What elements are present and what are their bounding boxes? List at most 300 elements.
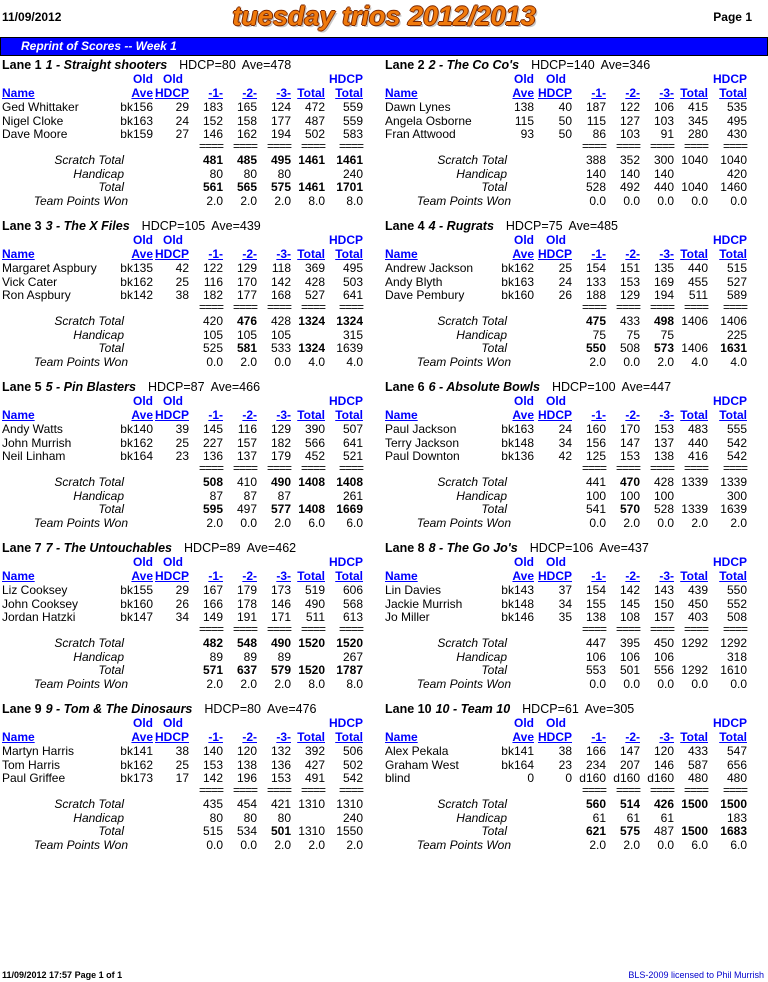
col-hdcp-total: Total bbox=[335, 569, 363, 583]
player-average: bk162 bbox=[120, 757, 153, 772]
player-game-3: 136 bbox=[270, 757, 291, 772]
lane-title bbox=[385, 219, 618, 233]
lane-number: Lane 9 bbox=[2, 702, 42, 716]
player-total: 450 bbox=[687, 596, 708, 611]
player-name: Jo Miller bbox=[385, 610, 430, 624]
col-game-3: -3- bbox=[659, 569, 674, 583]
summary-g3: 80 bbox=[277, 167, 291, 181]
player-game-1: 188 bbox=[585, 288, 606, 302]
summary-htotal: 1701 bbox=[336, 180, 363, 194]
summary-g3: 498 bbox=[653, 314, 674, 328]
separator: ==== bbox=[581, 622, 606, 636]
column-header-row-2 bbox=[385, 731, 755, 744]
summary-g1: 61 bbox=[592, 811, 606, 825]
col-hdcp-total: Total bbox=[719, 730, 747, 744]
col-game-1: -1- bbox=[591, 247, 606, 261]
player-total: 511 bbox=[688, 288, 708, 302]
player-game-1: 182 bbox=[202, 288, 223, 302]
summary-total: 1310 bbox=[298, 797, 325, 811]
summary-g1: 435 bbox=[202, 797, 223, 811]
team-average: Ave=437 bbox=[599, 541, 649, 555]
summary-htotal: 225 bbox=[726, 328, 747, 342]
col-name: Name bbox=[385, 730, 418, 744]
team-average: Ave=346 bbox=[600, 58, 651, 72]
summary-htotal: 1500 bbox=[720, 797, 747, 811]
player-row bbox=[2, 115, 372, 128]
summary-g3: 2.0 bbox=[274, 516, 291, 530]
separator: ==== bbox=[300, 783, 325, 797]
summary-htotal: 0.0 bbox=[730, 677, 747, 691]
separator: ==== bbox=[649, 622, 674, 636]
lane-number: Lane 10 bbox=[385, 702, 432, 716]
player-handicap: 37 bbox=[558, 583, 572, 597]
player-total: 587 bbox=[687, 757, 708, 772]
lane-block bbox=[385, 380, 765, 540]
summary-g3: 487 bbox=[653, 824, 674, 838]
col-hdcp-total-top: HDCP bbox=[328, 233, 363, 247]
separator: ==== bbox=[581, 783, 606, 797]
col-name: Name bbox=[385, 247, 418, 261]
player-handicap-total: 613 bbox=[342, 610, 363, 624]
scratch-total-row bbox=[385, 476, 755, 489]
summary-g2: 2.0 bbox=[240, 355, 257, 369]
summary-htotal: 4.0 bbox=[730, 355, 747, 369]
player-game-1: 154 bbox=[585, 583, 606, 597]
team-name: 10 - Team 10 bbox=[435, 702, 511, 716]
player-game-2: 207 bbox=[619, 757, 640, 772]
lane-title bbox=[2, 541, 296, 555]
separator: ==== bbox=[198, 139, 223, 153]
player-average: bk155 bbox=[120, 583, 153, 597]
player-game-2: 127 bbox=[619, 113, 640, 128]
col-game-3: -3- bbox=[276, 86, 291, 100]
col-game-1: -1- bbox=[208, 408, 223, 422]
player-game-2: 145 bbox=[619, 596, 640, 611]
player-average: bk142 bbox=[120, 288, 153, 302]
summary-label: Scratch Total bbox=[437, 636, 507, 650]
summary-g1: 420 bbox=[202, 314, 223, 328]
separator: ==== bbox=[615, 783, 640, 797]
col-game-1: -1- bbox=[591, 569, 606, 583]
summary-label: Total bbox=[98, 663, 124, 677]
summary-label: Total bbox=[481, 502, 507, 516]
col-ave: Ave bbox=[512, 86, 534, 100]
summary-g2: 581 bbox=[236, 341, 257, 355]
col-old-ave: Old bbox=[514, 233, 534, 247]
player-name: John Murrish bbox=[2, 435, 72, 450]
player-handicap-total: 527 bbox=[726, 274, 747, 289]
scratch-total-row bbox=[385, 637, 755, 650]
col-game-3: -3- bbox=[276, 730, 291, 744]
separator: ==== bbox=[722, 300, 747, 314]
summary-total: 6.0 bbox=[308, 516, 325, 530]
summary-g1: 541 bbox=[585, 502, 606, 516]
player-row bbox=[2, 759, 372, 772]
lane-number: Lane 7 bbox=[2, 541, 42, 555]
col-hdcp-total-top: HDCP bbox=[328, 716, 363, 730]
summary-g3: 577 bbox=[270, 502, 291, 516]
lane-block bbox=[2, 380, 382, 540]
col-hdcp-total: Total bbox=[719, 86, 747, 100]
separator: ==== bbox=[266, 622, 291, 636]
player-game-2: 138 bbox=[236, 757, 257, 772]
column-header-row-2 bbox=[2, 570, 372, 583]
summary-g1: 388 bbox=[585, 153, 606, 167]
summary-htotal: 1406 bbox=[720, 314, 747, 328]
summary-total: 1292 bbox=[681, 663, 708, 677]
player-game-3: 169 bbox=[653, 274, 674, 289]
player-name: Vick Cater bbox=[2, 274, 58, 289]
player-game-3: 146 bbox=[653, 757, 674, 772]
summary-g2: 501 bbox=[619, 663, 640, 677]
summary-total: 1461 bbox=[298, 180, 325, 194]
player-average: bk162 bbox=[120, 435, 153, 450]
lane-title bbox=[2, 380, 260, 394]
summary-label: Handicap bbox=[456, 811, 507, 825]
player-total: 440 bbox=[687, 261, 708, 275]
player-handicap: 0 bbox=[565, 771, 572, 785]
player-game-1: 160 bbox=[585, 422, 606, 436]
separator: ==== bbox=[649, 300, 674, 314]
summary-g2: 508 bbox=[619, 341, 640, 355]
col-game-2: -2- bbox=[625, 247, 640, 261]
player-handicap: 24 bbox=[558, 274, 572, 289]
team-name: 1 - Straight shooters bbox=[45, 58, 168, 72]
player-game-3: 153 bbox=[270, 771, 291, 785]
summary-g1: 0.0 bbox=[589, 516, 606, 530]
summary-g1: 621 bbox=[585, 824, 606, 838]
summary-total: 4.0 bbox=[691, 355, 708, 369]
summary-g2: 2.0 bbox=[623, 838, 640, 852]
summary-g2: 352 bbox=[619, 153, 640, 167]
player-handicap: 39 bbox=[175, 422, 189, 436]
player-average: bk159 bbox=[120, 127, 153, 141]
summary-total: 1339 bbox=[681, 502, 708, 516]
summary-htotal: 318 bbox=[726, 650, 747, 664]
summary-g3: 495 bbox=[270, 153, 291, 167]
separator-row bbox=[385, 140, 755, 153]
player-game-3: 138 bbox=[653, 449, 674, 463]
col-total: Total bbox=[680, 86, 708, 100]
team-total-row bbox=[385, 181, 755, 194]
column-header-row-2 bbox=[2, 731, 372, 744]
player-average: bk141 bbox=[120, 744, 153, 758]
team-average: Ave=485 bbox=[568, 219, 619, 233]
player-total: 345 bbox=[687, 113, 708, 128]
summary-g3: 575 bbox=[270, 180, 291, 194]
player-name: Terry Jackson bbox=[385, 435, 460, 450]
player-game-2: 196 bbox=[236, 771, 257, 785]
player-handicap: 38 bbox=[175, 288, 189, 302]
team-total-row bbox=[2, 664, 372, 677]
separator: ==== bbox=[683, 300, 708, 314]
player-average: bk160 bbox=[120, 596, 153, 611]
col-game-2: -2- bbox=[242, 569, 257, 583]
player-game-1: 138 bbox=[585, 610, 606, 624]
summary-g1: 2.0 bbox=[206, 516, 223, 530]
lane-number: Lane 6 bbox=[385, 380, 425, 394]
player-name: Ged Whittaker bbox=[2, 100, 79, 114]
team-total-row bbox=[385, 342, 755, 355]
summary-g1: 0.0 bbox=[589, 194, 606, 208]
lane-block bbox=[2, 541, 382, 701]
player-total: 433 bbox=[687, 744, 708, 758]
col-ave: Ave bbox=[512, 730, 534, 744]
player-name: Neil Linham bbox=[2, 449, 66, 463]
summary-g1: 561 bbox=[202, 180, 223, 194]
player-game-3: 194 bbox=[653, 288, 674, 302]
separator: ==== bbox=[338, 622, 363, 636]
summary-label: Total bbox=[98, 341, 124, 355]
summary-total: 1520 bbox=[298, 636, 325, 650]
col-name: Name bbox=[2, 247, 35, 261]
separator: ==== bbox=[338, 783, 363, 797]
summary-label: Team Points Won bbox=[33, 516, 128, 530]
summary-g1: 105 bbox=[202, 328, 223, 342]
player-game-1: 227 bbox=[202, 435, 223, 450]
player-game-3: 103 bbox=[653, 113, 674, 128]
lane-block bbox=[2, 219, 382, 379]
summary-label: Total bbox=[481, 180, 507, 194]
col-old-ave: Old bbox=[133, 394, 153, 408]
player-total: 415 bbox=[687, 100, 708, 114]
separator: ==== bbox=[683, 139, 708, 153]
player-row bbox=[385, 262, 755, 275]
player-average: bk135 bbox=[120, 261, 153, 275]
summary-g2: 565 bbox=[236, 180, 257, 194]
col-game-2: -2- bbox=[242, 247, 257, 261]
player-row bbox=[385, 101, 755, 114]
separator: ==== bbox=[649, 139, 674, 153]
lane-block bbox=[2, 702, 382, 862]
summary-total: 1040 bbox=[681, 153, 708, 167]
summary-label: Handicap bbox=[73, 489, 124, 503]
separator: ==== bbox=[198, 783, 223, 797]
summary-g3: 528 bbox=[653, 502, 674, 516]
player-game-3: 150 bbox=[653, 596, 674, 611]
col-name: Name bbox=[2, 569, 35, 583]
summary-htotal: 1339 bbox=[720, 475, 747, 489]
lane-number: Lane 8 bbox=[385, 541, 425, 555]
team-total-row bbox=[2, 825, 372, 838]
summary-g2: 433 bbox=[619, 314, 640, 328]
player-handicap: 23 bbox=[175, 449, 189, 463]
player-total: 490 bbox=[304, 596, 325, 611]
player-name: Liz Cooksey bbox=[2, 583, 68, 597]
lane-block bbox=[385, 58, 765, 218]
column-header-row-1 bbox=[2, 556, 372, 569]
col-game-1: -1- bbox=[208, 569, 223, 583]
lane-number: Lane 5 bbox=[2, 380, 42, 394]
summary-g3: 490 bbox=[270, 475, 291, 489]
summary-g3: 428 bbox=[653, 475, 674, 489]
col-game-2: -2- bbox=[625, 408, 640, 422]
player-name: Ron Aspbury bbox=[2, 288, 71, 302]
col-total: Total bbox=[297, 730, 325, 744]
separator: ==== bbox=[615, 300, 640, 314]
summary-g2: 105 bbox=[236, 328, 257, 342]
summary-label: Scratch Total bbox=[54, 797, 124, 811]
summary-htotal: 315 bbox=[342, 328, 363, 342]
player-game-2: 116 bbox=[237, 422, 257, 436]
separator: ==== bbox=[683, 783, 708, 797]
team-points-row bbox=[2, 678, 372, 691]
player-game-2: 153 bbox=[619, 449, 640, 463]
col-hdcp-total-top: HDCP bbox=[328, 555, 363, 569]
player-average: bk162 bbox=[120, 274, 153, 289]
team-points-row bbox=[385, 678, 755, 691]
col-old-hdcp: Old bbox=[163, 233, 183, 247]
summary-g3: 579 bbox=[270, 663, 291, 677]
player-total: 519 bbox=[304, 583, 325, 597]
team-handicap: HDCP=80 bbox=[179, 58, 236, 72]
summary-g1: 571 bbox=[202, 663, 223, 677]
player-handicap-total: 542 bbox=[726, 449, 747, 463]
player-row bbox=[2, 745, 372, 758]
player-name: Graham West bbox=[385, 757, 459, 772]
scratch-total-row bbox=[2, 154, 372, 167]
col-game-3: -3- bbox=[276, 408, 291, 422]
player-handicap-total: 550 bbox=[726, 583, 747, 597]
column-header-row-2 bbox=[2, 409, 372, 422]
column-header-row-1 bbox=[2, 717, 372, 730]
summary-label: Total bbox=[481, 663, 507, 677]
player-name: Angela Osborne bbox=[385, 113, 472, 128]
team-name: 9 - Tom & The Dinosaurs bbox=[45, 702, 193, 716]
summary-g3: 89 bbox=[277, 650, 291, 664]
summary-g1: 89 bbox=[209, 650, 223, 664]
player-total: 527 bbox=[304, 288, 325, 302]
summary-label: Scratch Total bbox=[437, 314, 507, 328]
player-game-2: 108 bbox=[619, 610, 640, 624]
team-average: Ave=462 bbox=[246, 541, 297, 555]
player-handicap: 42 bbox=[558, 449, 572, 463]
lane-block bbox=[385, 541, 765, 701]
column-header-row-1 bbox=[385, 717, 755, 730]
summary-g1: 0.0 bbox=[206, 355, 223, 369]
player-row bbox=[2, 584, 372, 597]
summary-g2: 89 bbox=[243, 650, 257, 664]
summary-label: Team Points Won bbox=[416, 516, 511, 530]
summary-g1: 87 bbox=[209, 489, 223, 503]
player-name: blind bbox=[385, 771, 411, 785]
player-handicap: 29 bbox=[175, 583, 189, 597]
player-row bbox=[385, 115, 755, 128]
player-handicap-total: 507 bbox=[342, 422, 363, 436]
summary-g3: 75 bbox=[660, 328, 674, 342]
summary-g3: 2.0 bbox=[274, 838, 291, 852]
player-total: 511 bbox=[305, 610, 325, 624]
summary-g3: 2.0 bbox=[274, 194, 291, 208]
player-game-2: 165 bbox=[236, 100, 257, 114]
player-row bbox=[2, 437, 372, 450]
summary-htotal: 2.0 bbox=[730, 516, 747, 530]
summary-g3: 2.0 bbox=[657, 355, 674, 369]
player-game-3: 177 bbox=[270, 113, 291, 128]
player-handicap-total: 495 bbox=[342, 261, 363, 275]
player-average: bk141 bbox=[501, 744, 534, 758]
summary-htotal: 1310 bbox=[336, 797, 363, 811]
player-game-2: 137 bbox=[236, 449, 257, 463]
player-average: bk136 bbox=[501, 449, 534, 463]
player-game-1: 155 bbox=[585, 596, 606, 611]
col-game-1: -1- bbox=[591, 86, 606, 100]
player-game-1: 183 bbox=[202, 100, 223, 114]
col-game-2: -2- bbox=[242, 730, 257, 744]
player-handicap-total: 568 bbox=[342, 596, 363, 611]
player-name: Andrew Jackson bbox=[385, 261, 474, 275]
team-total-row bbox=[385, 825, 755, 838]
player-row bbox=[385, 423, 755, 436]
col-game-3: -3- bbox=[659, 408, 674, 422]
player-game-1: d160 bbox=[579, 771, 606, 785]
summary-g1: 508 bbox=[202, 475, 223, 489]
separator: ==== bbox=[232, 622, 257, 636]
summary-total: 8.0 bbox=[308, 194, 325, 208]
player-handicap-total: 430 bbox=[726, 127, 747, 141]
column-header-row-1 bbox=[385, 556, 755, 569]
col-hdcp-total-top: HDCP bbox=[712, 716, 747, 730]
summary-total: 4.0 bbox=[308, 355, 325, 369]
player-average: bk162 bbox=[501, 261, 534, 275]
col-ave: Ave bbox=[512, 569, 534, 583]
player-total: 566 bbox=[304, 435, 325, 450]
player-game-3: 118 bbox=[271, 261, 291, 275]
summary-g1: 515 bbox=[202, 824, 223, 838]
team-name: 4 - Rugrats bbox=[428, 219, 494, 233]
summary-g2: 454 bbox=[236, 797, 257, 811]
summary-htotal: 2.0 bbox=[346, 838, 363, 852]
player-row bbox=[385, 759, 755, 772]
summary-g1: 441 bbox=[585, 475, 606, 489]
lane-number: Lane 2 bbox=[385, 58, 425, 72]
summary-htotal: 1520 bbox=[336, 636, 363, 650]
column-header-row-2 bbox=[385, 570, 755, 583]
summary-label: Total bbox=[98, 824, 124, 838]
summary-label: Scratch Total bbox=[437, 475, 507, 489]
separator-row bbox=[2, 301, 372, 314]
col-game-1: -1- bbox=[208, 730, 223, 744]
team-handicap: HDCP=105 bbox=[141, 219, 206, 233]
player-handicap-total: 535 bbox=[726, 100, 747, 114]
player-handicap: 50 bbox=[558, 113, 572, 128]
col-total: Total bbox=[680, 569, 708, 583]
player-handicap: 24 bbox=[175, 113, 189, 128]
summary-htotal: 1669 bbox=[336, 502, 363, 516]
lane-title bbox=[385, 541, 649, 555]
summary-g3: 440 bbox=[653, 180, 674, 194]
team-total-row bbox=[385, 503, 755, 516]
summary-total: 1324 bbox=[298, 341, 325, 355]
player-handicap: 26 bbox=[175, 596, 189, 611]
col-hdcp: HDCP bbox=[154, 730, 189, 744]
player-game-1: 140 bbox=[202, 744, 223, 758]
player-game-3: 124 bbox=[270, 100, 291, 114]
summary-label: Handicap bbox=[73, 167, 124, 181]
player-row bbox=[2, 101, 372, 114]
col-old-hdcp: Old bbox=[163, 394, 183, 408]
player-average: bk156 bbox=[120, 100, 153, 114]
player-handicap-total: 656 bbox=[726, 757, 747, 772]
summary-g1: 2.0 bbox=[589, 355, 606, 369]
summary-g3: 421 bbox=[270, 797, 291, 811]
summary-label: Scratch Total bbox=[437, 153, 507, 167]
col-hdcp-total-top: HDCP bbox=[328, 394, 363, 408]
player-handicap-total: 515 bbox=[726, 261, 747, 275]
player-game-2: 170 bbox=[619, 422, 640, 436]
report-title: tuesday trios 2012/2013 bbox=[232, 1, 536, 31]
player-game-1: 166 bbox=[202, 596, 223, 611]
